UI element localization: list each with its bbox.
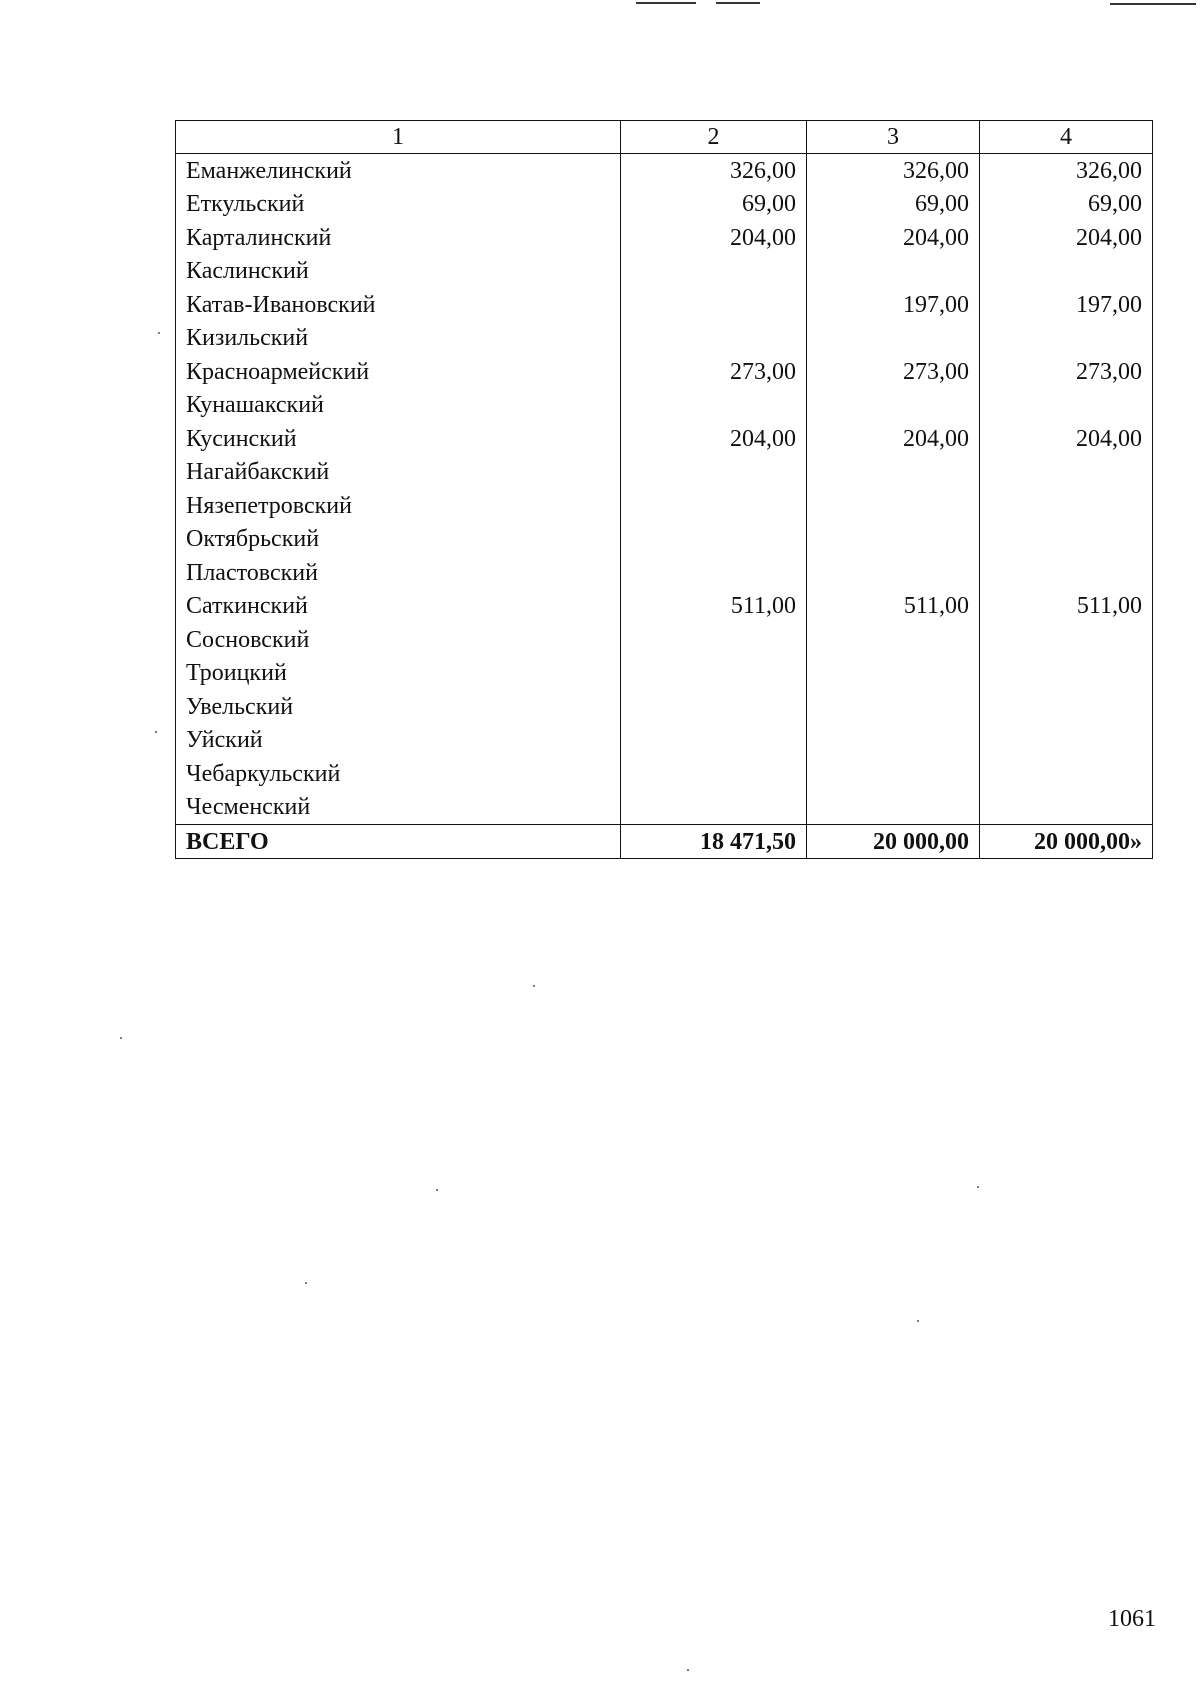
- scan-mark: [1110, 3, 1196, 5]
- district-name: Увельский: [176, 690, 621, 724]
- column-header-4: 4: [980, 121, 1153, 154]
- column-header-2: 2: [621, 121, 807, 154]
- value-col-2: [621, 255, 807, 289]
- dust-speck: [977, 1186, 979, 1188]
- value-col-4: [980, 255, 1153, 289]
- table-row: [176, 288, 1153, 322]
- table-row: [176, 623, 1153, 657]
- value-col-2: 204,00: [621, 422, 807, 456]
- value-col-4: [980, 724, 1153, 758]
- table-row: [176, 757, 1153, 791]
- total-col-2: 18 471,50: [621, 825, 807, 859]
- value-col-2: [621, 389, 807, 423]
- district-name: Нязепетровский: [176, 489, 621, 523]
- value-col-4: [980, 657, 1153, 691]
- value-col-4: [980, 791, 1153, 825]
- value-col-4: [980, 757, 1153, 791]
- value-col-2: 511,00: [621, 590, 807, 624]
- district-name: Чебаркульский: [176, 757, 621, 791]
- table-row: [176, 188, 1153, 222]
- column-header-1: 1: [176, 121, 621, 154]
- district-name: Нагайбакский: [176, 456, 621, 490]
- value-col-3: [807, 690, 980, 724]
- value-col-2: [621, 623, 807, 657]
- value-col-2: [621, 724, 807, 758]
- table-row: [176, 389, 1153, 423]
- value-col-3: 511,00: [807, 590, 980, 624]
- district-name: Еткульский: [176, 188, 621, 222]
- district-name: Катав-Ивановский: [176, 288, 621, 322]
- value-col-3: [807, 657, 980, 691]
- scan-mark: [636, 2, 696, 4]
- dust-speck: [158, 332, 160, 334]
- value-col-3: [807, 389, 980, 423]
- scan-mark: [716, 2, 760, 4]
- data-table: [175, 120, 1153, 859]
- district-name: Пластовский: [176, 556, 621, 590]
- value-col-2: [621, 657, 807, 691]
- table-row: [176, 590, 1153, 624]
- total-label: ВСЕГО: [176, 825, 621, 859]
- column-header-3: 3: [807, 121, 980, 154]
- value-col-2: [621, 523, 807, 557]
- table-row: [176, 355, 1153, 389]
- table-row: [176, 322, 1153, 356]
- table-row: [176, 724, 1153, 758]
- value-col-4: [980, 322, 1153, 356]
- table-row: [176, 523, 1153, 557]
- table-row: [176, 456, 1153, 490]
- value-col-2: [621, 690, 807, 724]
- value-col-4: 204,00: [980, 422, 1153, 456]
- table-row: [176, 556, 1153, 590]
- district-name: Кизильский: [176, 322, 621, 356]
- value-col-2: [621, 288, 807, 322]
- value-col-4: [980, 389, 1153, 423]
- table-row: [176, 422, 1153, 456]
- value-col-4: 204,00: [980, 221, 1153, 255]
- value-col-2: 204,00: [621, 221, 807, 255]
- dust-speck: [687, 1669, 689, 1671]
- value-col-2: 273,00: [621, 355, 807, 389]
- value-col-4: 326,00: [980, 154, 1153, 188]
- dust-speck: [155, 731, 157, 733]
- value-col-2: [621, 556, 807, 590]
- value-col-4: [980, 690, 1153, 724]
- value-col-2: 69,00: [621, 188, 807, 222]
- district-name: Кунашакский: [176, 389, 621, 423]
- value-col-3: [807, 456, 980, 490]
- district-name: Красноармейский: [176, 355, 621, 389]
- value-col-3: 197,00: [807, 288, 980, 322]
- table-row: [176, 255, 1153, 289]
- table-row: [176, 791, 1153, 825]
- value-col-3: 326,00: [807, 154, 980, 188]
- table-header-row: [176, 121, 1153, 154]
- value-col-2: [621, 489, 807, 523]
- value-col-3: [807, 757, 980, 791]
- total-col-3: 20 000,00: [807, 825, 980, 859]
- page-number: 1061: [1108, 1606, 1156, 1632]
- table-row: [176, 489, 1153, 523]
- value-col-2: [621, 791, 807, 825]
- value-col-4: [980, 456, 1153, 490]
- dust-speck: [436, 1189, 438, 1191]
- value-col-4: [980, 523, 1153, 557]
- value-col-4: [980, 556, 1153, 590]
- value-col-4: [980, 489, 1153, 523]
- dust-speck: [917, 1320, 919, 1322]
- value-col-2: [621, 456, 807, 490]
- district-name: Троицкий: [176, 657, 621, 691]
- table-row: [176, 221, 1153, 255]
- value-col-2: [621, 322, 807, 356]
- table-row: [176, 154, 1153, 188]
- value-col-3: [807, 523, 980, 557]
- value-col-3: [807, 255, 980, 289]
- district-name: Каслинский: [176, 255, 621, 289]
- dust-speck: [120, 1037, 122, 1039]
- table-row: [176, 690, 1153, 724]
- value-col-3: 273,00: [807, 355, 980, 389]
- total-row: [176, 825, 1153, 859]
- district-name: Саткинский: [176, 590, 621, 624]
- value-col-3: [807, 724, 980, 758]
- value-col-2: 326,00: [621, 154, 807, 188]
- value-col-3: 204,00: [807, 221, 980, 255]
- table-row: [176, 657, 1153, 691]
- value-col-4: [980, 623, 1153, 657]
- value-col-4: 511,00: [980, 590, 1153, 624]
- district-name: Кусинский: [176, 422, 621, 456]
- value-col-4: 197,00: [980, 288, 1153, 322]
- value-col-3: [807, 556, 980, 590]
- value-col-3: 204,00: [807, 422, 980, 456]
- value-col-3: 69,00: [807, 188, 980, 222]
- district-name: Октябрьский: [176, 523, 621, 557]
- dust-speck: [305, 1282, 307, 1284]
- district-name: Чесменский: [176, 791, 621, 825]
- value-col-3: [807, 322, 980, 356]
- district-name: Еманжелинский: [176, 154, 621, 188]
- district-name: Карталинский: [176, 221, 621, 255]
- value-col-4: 273,00: [980, 355, 1153, 389]
- total-col-4: 20 000,00»: [980, 825, 1153, 859]
- dust-speck: [533, 985, 535, 987]
- district-name: Сосновский: [176, 623, 621, 657]
- value-col-3: [807, 791, 980, 825]
- district-name: Уйский: [176, 724, 621, 758]
- value-col-3: [807, 623, 980, 657]
- value-col-3: [807, 489, 980, 523]
- value-col-4: 69,00: [980, 188, 1153, 222]
- value-col-2: [621, 757, 807, 791]
